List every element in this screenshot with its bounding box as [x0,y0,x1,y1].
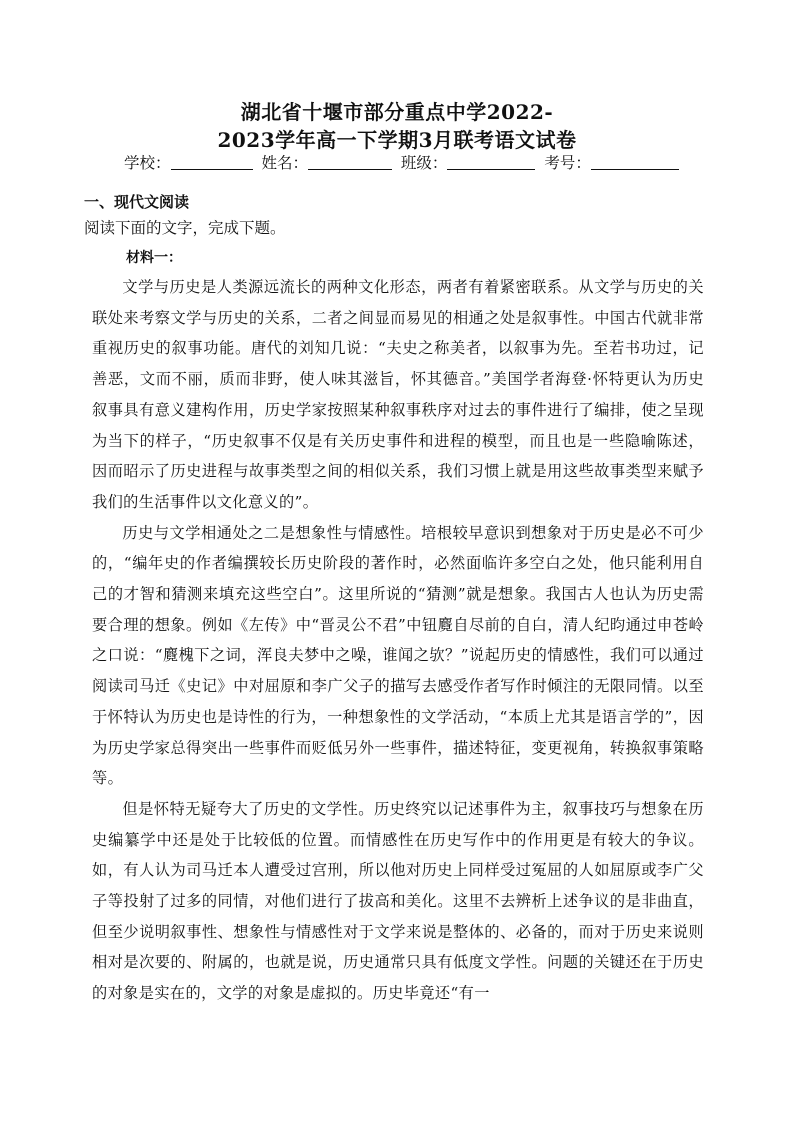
exam-title-line2: 2023学年高一下学期3月联考语文试卷 [217,128,577,152]
reading-passage [92,272,704,1009]
material-label: 材料一： [126,250,182,266]
class-blank [447,155,535,170]
name-blank [308,155,392,170]
student-info-fields [124,151,684,173]
paragraph: 但是怀特无疑夸大了历史的文学性。历史终究以记述事件为主，叙事技巧与想象在历史编纂学中还是处于比较低的位置。而情感性在历史写作中的作用更是有较大的争议。如，有人认为司马迁本人遭受过宫刑，所以他对历史上同样受过冤屈的人如屈原或李广父子等投射了过多的同情，对他们进行了拔高和美化。这里不去辨析上述争议的是非曲直，但至少说明叙事性、想象性与情感性对于文学来说是整体的、必备的，而对于历史来说则相对是次要的、附属的，也就是说，历史通常只具有低度文学性。问题的关键还在于历史的对象是实在的，文学的对象是虚拟的。历史毕竟还“有一 [92,799,704,1003]
exam-title-line1: 湖北省十堰市部分重点中学2022- [240,100,554,124]
class-label: 班级： [400,154,448,172]
paragraph: 历史与文学相通处之二是想象性与情感性。培根较早意识到想象对于历史是必不可少的，“编年史的作者编撰较长历史阶段的著作时，必然面临许多空白之处，他只能利用自己的才智和猜测来填充这些空白”。这里所说的“猜测”就是想象。我国古人也认为历史需要合理的想象。例如《左传》中“晋灵公不君”中钮麑自尽前的自白，清人纪昀通过申苍岭之口说：“麑槐下之词，浑良夫梦中之噪，谁闻之欤？”说起历史的情感性，我们可以通过阅读司马迁《史记》中对屈原和李广父子的描写去感受作者写作时倾注的无限同情。以至于怀特认为历史也是诗性的行为，一种想象性的文学活动，“本质上尤其是语言学的”，因为历史学家总得突出一些事件而贬低另外一些事件，描述特征，变更视角，转换叙事策略等。 [92,523,704,788]
school-label: 学校： [124,154,171,172]
section-instruction: 阅读下面的文字，完成下题。 [84,219,286,237]
section-heading: 一、现代文阅读 [84,193,190,211]
school-blank [171,155,253,170]
exam-number-label: 考号： [544,154,591,172]
paragraph: 文学与历史是人类源远流长的两种文化形态，两者有着紧密联系。从文学与历史的关联处来考察文学与历史的关系，二者之间显而易见的相通之处是叙事性。中国古代就非常重视历史的叙事功能。唐代的刘知几说：“夫史之称美者，以叙事为先。至若书功过，记善恶，文而不丽，质而非野，使人味其滋旨，怀其德音。”美国学者海登·怀特更认为历史叙事具有意义建构作用，历史学家按照某种叙事秩序对过去的事件进行了编排，使之呈现为当下的样子，“历史叙事不仅是有关历史事件和进程的模型，而且也是一些隐喻陈述，因而昭示了历史进程与故事类型之间的相似关系，我们习惯上就是用这些故事类型来赋予我们的生活事件以文化意义的”。 [92,278,704,511]
name-label: 姓名： [261,154,308,172]
exam-number-blank [591,155,679,170]
